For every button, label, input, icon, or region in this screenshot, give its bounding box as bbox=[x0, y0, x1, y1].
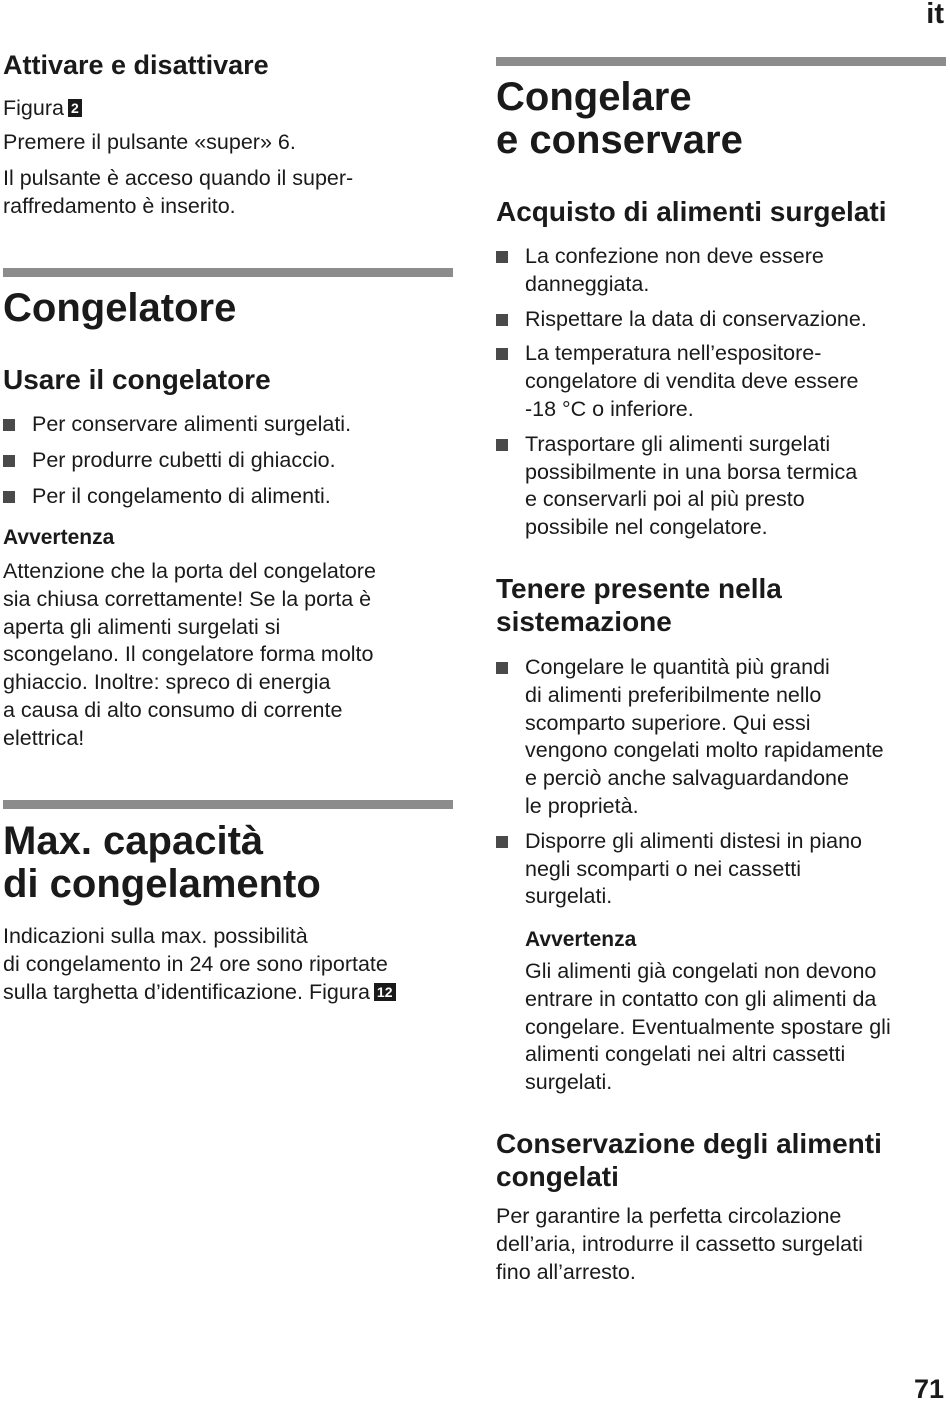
avvertenza-heading: Avvertenza bbox=[525, 928, 637, 951]
bullet-icon bbox=[496, 251, 508, 263]
bullet-icon bbox=[496, 662, 508, 674]
congelare-title: Congelare e conservare bbox=[496, 75, 743, 162]
list-item: Per il congelamento di alimenti. bbox=[3, 483, 453, 511]
acquisto-list bbox=[496, 243, 946, 542]
list-item: Congelare le quantità più grandi di alimenti preferibilmente nello scomparto superiore. Qui essi vengono congelati molto rapidamente e perciò anche salvaguardandone le proprietà. bbox=[496, 654, 948, 821]
capacita-title: Max. capacità di congelamento bbox=[3, 819, 321, 906]
conservazione-heading: Conservazione degli alimenti congelati bbox=[496, 1128, 882, 1192]
list-item: Trasportare gli alimenti surgelati possibilmente in una borsa termica e conservarli poi al più presto possibile nel congelatore. bbox=[496, 431, 946, 542]
bullet-icon bbox=[3, 491, 15, 503]
list-item: Rispettare la data di conservazione. bbox=[496, 306, 946, 334]
figure-number-badge: 2 bbox=[68, 99, 82, 117]
list-item: La temperatura nell’espositore- congelatore di vendita deve essere -18 °C o inferiore. bbox=[496, 340, 946, 423]
section-divider bbox=[496, 57, 946, 66]
tenere-heading: Tenere presente nella sistemazione bbox=[496, 573, 782, 637]
bullet-icon bbox=[496, 836, 508, 848]
bullet-icon bbox=[496, 348, 508, 360]
usare-congelatore-heading: Usare il congelatore bbox=[3, 364, 271, 395]
avvertenza-text: Gli alimenti già congelati non devono entrare in contatto con gli alimenti da congelare. Eventualmente spostare gli alimenti congelati nei altri cassetti surgelati. bbox=[525, 959, 891, 1095]
capacita-text: Indicazioni sulla max. possibilità di congelamento in 24 ore sono riportate sulla targhetta d’identificazione. Figura 12 bbox=[3, 923, 455, 1006]
bullet-icon bbox=[496, 439, 508, 451]
avvertenza-text: Attenzione che la porta del congelatore sia chiusa correttamente! Se la porta è aperta gli alimenti surgelati si scongelano. Il congelatore forma molto ghiaccio. Inoltre: spreco di energia a causa di alto consumo di corrente elettrica! bbox=[3, 559, 376, 750]
section-divider bbox=[3, 268, 453, 277]
bullet-icon bbox=[3, 455, 15, 467]
list-item: Disporre gli alimenti distesi in piano negli scomparti o nei cassetti surgelati. bbox=[496, 828, 948, 911]
section-divider bbox=[3, 800, 453, 809]
list-item: Per conservare alimenti surgelati. bbox=[3, 411, 453, 439]
congelatore-uses-list bbox=[3, 411, 453, 510]
conservazione-text: Per garantire la perfetta circolazione dell’aria, introdurre il cassetto surgelati fino all’arresto. bbox=[496, 1204, 863, 1284]
list-item: Per produrre cubetti di ghiaccio. bbox=[3, 447, 453, 475]
language-tag: it bbox=[926, 0, 944, 30]
acquisto-heading: Acquisto di alimenti surgelati bbox=[496, 196, 887, 227]
attivare-note-line1: Il pulsante è acceso quando il super- bbox=[3, 166, 354, 190]
page-number: 71 bbox=[913, 1374, 944, 1404]
attivare-instruction: Premere il pulsante «super» 6. bbox=[3, 130, 296, 154]
bullet-icon bbox=[496, 314, 508, 326]
attivare-note-line2: raffredamento è inserito. bbox=[3, 194, 236, 218]
avvertenza-heading: Avvertenza bbox=[3, 526, 115, 549]
figura-reference: Figura 2 bbox=[3, 95, 82, 123]
figure-number-badge: 12 bbox=[374, 983, 396, 1001]
congelatore-title: Congelatore bbox=[3, 286, 237, 330]
list-item: La confezione non deve essere danneggiata. bbox=[496, 243, 946, 299]
bullet-icon bbox=[3, 419, 15, 431]
attivare-heading: Attivare e disattivare bbox=[3, 50, 269, 80]
tenere-list bbox=[496, 654, 948, 911]
